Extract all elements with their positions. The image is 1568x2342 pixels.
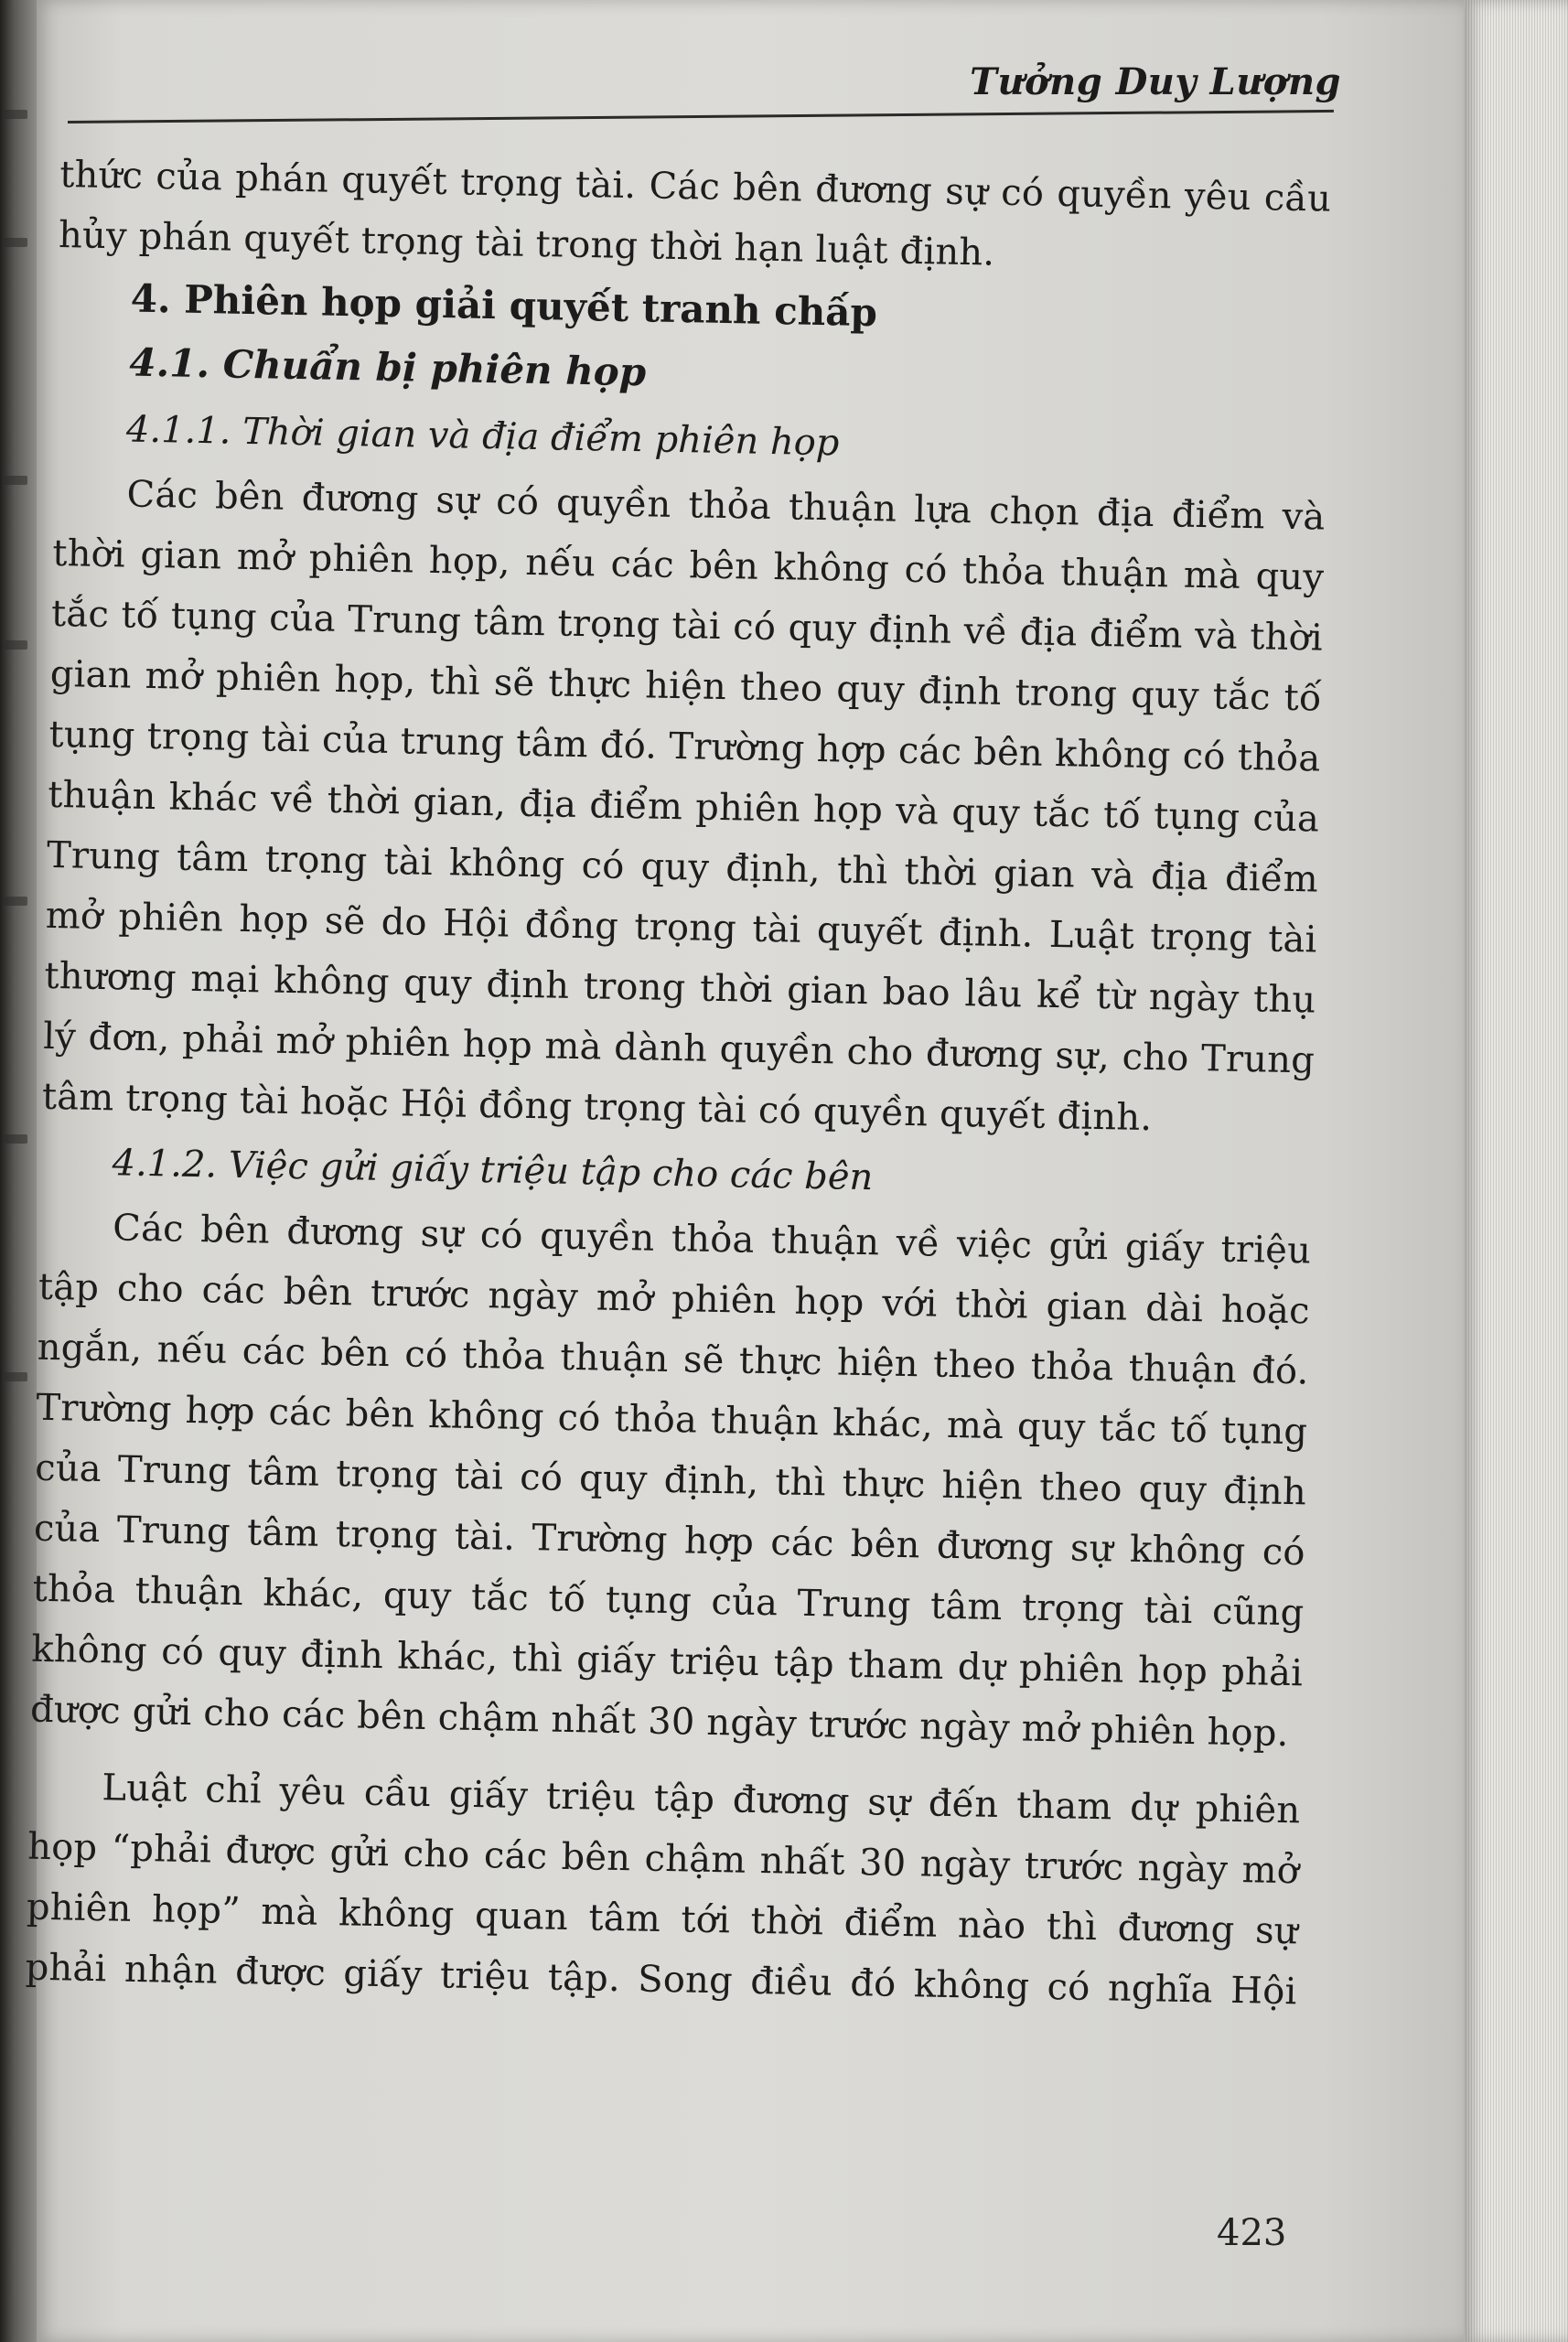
- adjacent-page-text-fragment: [4, 1372, 27, 1381]
- text-line: Trường hợp các bên không có thỏa thuận khác, mà quy tắc tố tụng: [36, 1386, 1308, 1454]
- text-line: Luật chỉ yêu cầu giấy triệu tập đương sự đến tham dự phiên: [102, 1767, 1301, 1832]
- text-line: thỏa thuận khác, quy tắc tố tụng của Trung tâm trọng tài cũng: [32, 1567, 1305, 1635]
- text-line: tụng trọng tài của trung tâm đó. Trường hợp các bên không có thỏa: [48, 713, 1321, 780]
- subsubsection-heading: 4.1.1. Thời gian và địa điểm phiên họp: [125, 408, 840, 465]
- adjacent-page-text-fragment: [4, 1134, 27, 1144]
- adjacent-page-text-fragment: [4, 640, 27, 650]
- text-line: của Trung tâm trọng tài có quy định, thì thực hiện theo quy định: [34, 1446, 1307, 1514]
- text-line: của Trung tâm trọng tài. Trường hợp các bên đương sự không có: [33, 1507, 1306, 1574]
- text-line: thương mại không quy định trong thời gian bao lâu kể từ ngày thụ: [44, 954, 1316, 1022]
- text-line: Trung tâm trọng tài không có quy định, thì thời gian và địa điểm: [46, 833, 1319, 901]
- text-line: Các bên đương sự có quyền thỏa thuận lựa chọn địa điểm và: [126, 473, 1326, 539]
- text-line: ngắn, nếu các bên có thỏa thuận sẽ thực hiện theo thỏa thuận đó.: [37, 1326, 1309, 1393]
- page-edges: [1464, 0, 1568, 2342]
- text-line: phải nhận được giấy triệu tập. Song điều đó không có nghĩa Hội: [25, 1946, 1297, 2014]
- subsubsection-heading: 4.1.2. Việc gửi giấy triệu tập cho các bên: [112, 1142, 874, 1199]
- text-line: hủy phán quyết trọng tài trong thời hạn luật định.: [58, 213, 995, 274]
- text-line: thuận khác về thời gian, địa điểm phiên họp và quy tắc tố tụng của: [47, 773, 1320, 841]
- text-line: không có quy định khác, thì giấy triệu tập tham dự phiên họp phải: [30, 1628, 1304, 1695]
- text-line: Các bên đương sự có quyền thỏa thuận về việc gửi giấy triệu: [112, 1207, 1312, 1273]
- adjacent-page-text-fragment: [4, 110, 27, 119]
- section-heading: 4. Phiên họp giải quyết tranh chấp: [130, 275, 878, 336]
- text-line: thời gian mở phiên họp, nếu các bên không có thỏa thuận mà quy: [51, 532, 1325, 599]
- text-line: lý đơn, phải mở phiên họp mà dành quyền cho đương sự, cho Trung: [42, 1015, 1316, 1082]
- subsection-heading: 4.1. Chuẩn bị phiên họp: [128, 339, 647, 395]
- text-line: được gửi cho các bên chậm nhất 30 ngày trước ngày mở phiên họp.: [29, 1688, 1289, 1756]
- text-line: phiên họp” mà không quan tâm tới thời điểm nào thì đương sự: [26, 1885, 1299, 1953]
- text-line: tắc tố tụng của Trung tâm trọng tài có quy định về địa điểm và thời: [50, 592, 1324, 660]
- text-line: thức của phán quyết trọng tài. Các bên đương sự có quyền yêu cầu: [59, 153, 1332, 220]
- adjacent-page-text-fragment: [4, 476, 27, 485]
- text-line: tâm trọng tài hoặc Hội đồng trọng tài có quyền quyết định.: [41, 1075, 1153, 1140]
- text-line: họp “phải được gửi cho các bên chậm nhất 30 ngày trước ngày mở: [27, 1825, 1300, 1893]
- text-line: gian mở phiên họp, thì sẽ thực hiện theo quy định trong quy tắc tố: [49, 652, 1323, 720]
- text-line: mở phiên họp sẽ do Hội đồng trọng tài quyết định. Luật trọng tài: [45, 894, 1318, 962]
- adjacent-page-text-fragment: [4, 897, 27, 906]
- text-line: tập cho các bên trước ngày mở phiên họp với thời gian dài hoặc: [38, 1265, 1311, 1333]
- page-body: [25, 145, 1332, 2022]
- adjacent-page-text-fragment: [4, 238, 27, 247]
- running-head: Tưởng Duy Lượng: [970, 60, 1341, 103]
- page-number: 423: [1217, 2212, 1287, 2254]
